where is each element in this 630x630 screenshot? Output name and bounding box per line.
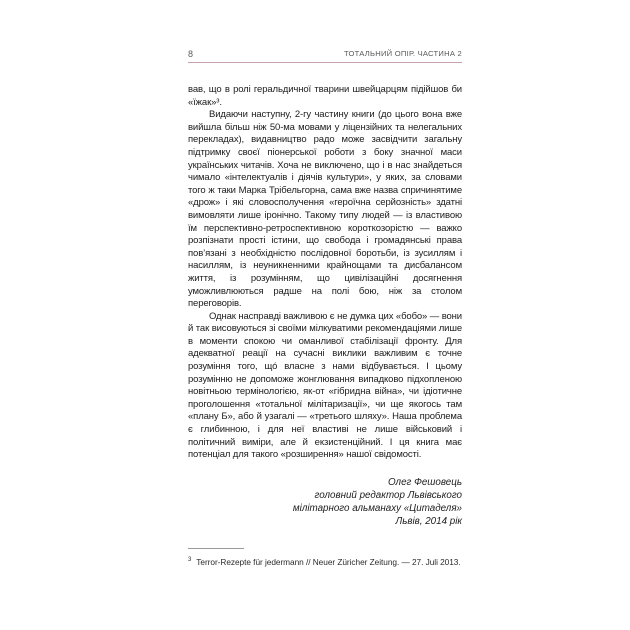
- running-title: ТОТАЛЬНИЙ ОПІР. ЧАСТИНА 2: [343, 49, 462, 58]
- running-header: [188, 49, 462, 63]
- signature-place-date: Львів, 2014 рік: [395, 516, 462, 528]
- signature-block: [188, 476, 462, 529]
- footnote-text: Terror-Rezepte für jedermann // Neuer Züricher Zeitung. — 27. Juli 2013.: [196, 556, 461, 567]
- book-page: [188, 0, 462, 567]
- page-number: 8: [188, 49, 194, 59]
- footnote-separator: [188, 548, 244, 549]
- signature-author: Олег Фешовець: [388, 476, 462, 488]
- signature-role-continued: мілітарного альманаху «Цитаделя»: [292, 503, 462, 515]
- body-paragraph: Однак насправді важливою є не думка цих «бобо» — вони й так висовуються зі своїми мілкуватими рекомендаціями лише в моменти спокою чи оманливої стабілізації фронту. Для адекватної реації на сучасні виклики важливим є точне розуміння того, щó власне з нами відбувається. І цьому розумінню не допоможе жонглювання випадково підхопленою новітньою термінологією, як-от «гібридна війна», чи ідіотичне проголошення «тотальної мілітаризації», чи ще якогось там «плану Б», або й узагалі — «третього шляху». Наша проблема є глибинною, і для неї властиві не лише військовий і політичний виміри, але й екзистенційний. І ця книга має потенціал для такого «розширення» нашої свідомості.: [188, 310, 462, 461]
- footnote-marker: 3: [188, 556, 192, 563]
- footnote: [188, 555, 462, 567]
- body-text: [188, 84, 462, 462]
- body-paragraph: Видаючи наступну, 2-гу частину книги (до цього вона вже вийшла більш ніж 50-ма мовами у ліцензійних та нелегальних перекладах), видавництво радо може засвідчити загальну підтримку своєї піонерської роботи з боку значної маси українських читачів. Хоча не виключено, що і в нас знайдеться чимало «інтелектуалів і діячів культури», у яких, за словами того ж таки Марка Трібельгорна, сама вже назва спричинятиме «дрож» і які словосполучення «героїчна серйозність» здатні вимовляти лише іронічно. Такому типу людей — із властивою їм перспективно-ретроспективною короткозорістю — важко розпізнати прості істини, що свобода і громадянські права пов’язані з необхідністю послідовної боротьби, із зусиллям і насиллям, із неуникненними крайнощами та дисбалансом життя, із розумінням, що цивілізаційні досягнення уможливлюються радше на полі бою, ніж за столом переговорів.: [188, 109, 462, 310]
- body-paragraph: вав, що в ролі геральдичної тварини швейцарцям підійшов би «їжак»³.: [188, 84, 462, 108]
- footnote-area: [188, 548, 462, 567]
- signature-role: головний редактор Львівського: [314, 490, 462, 502]
